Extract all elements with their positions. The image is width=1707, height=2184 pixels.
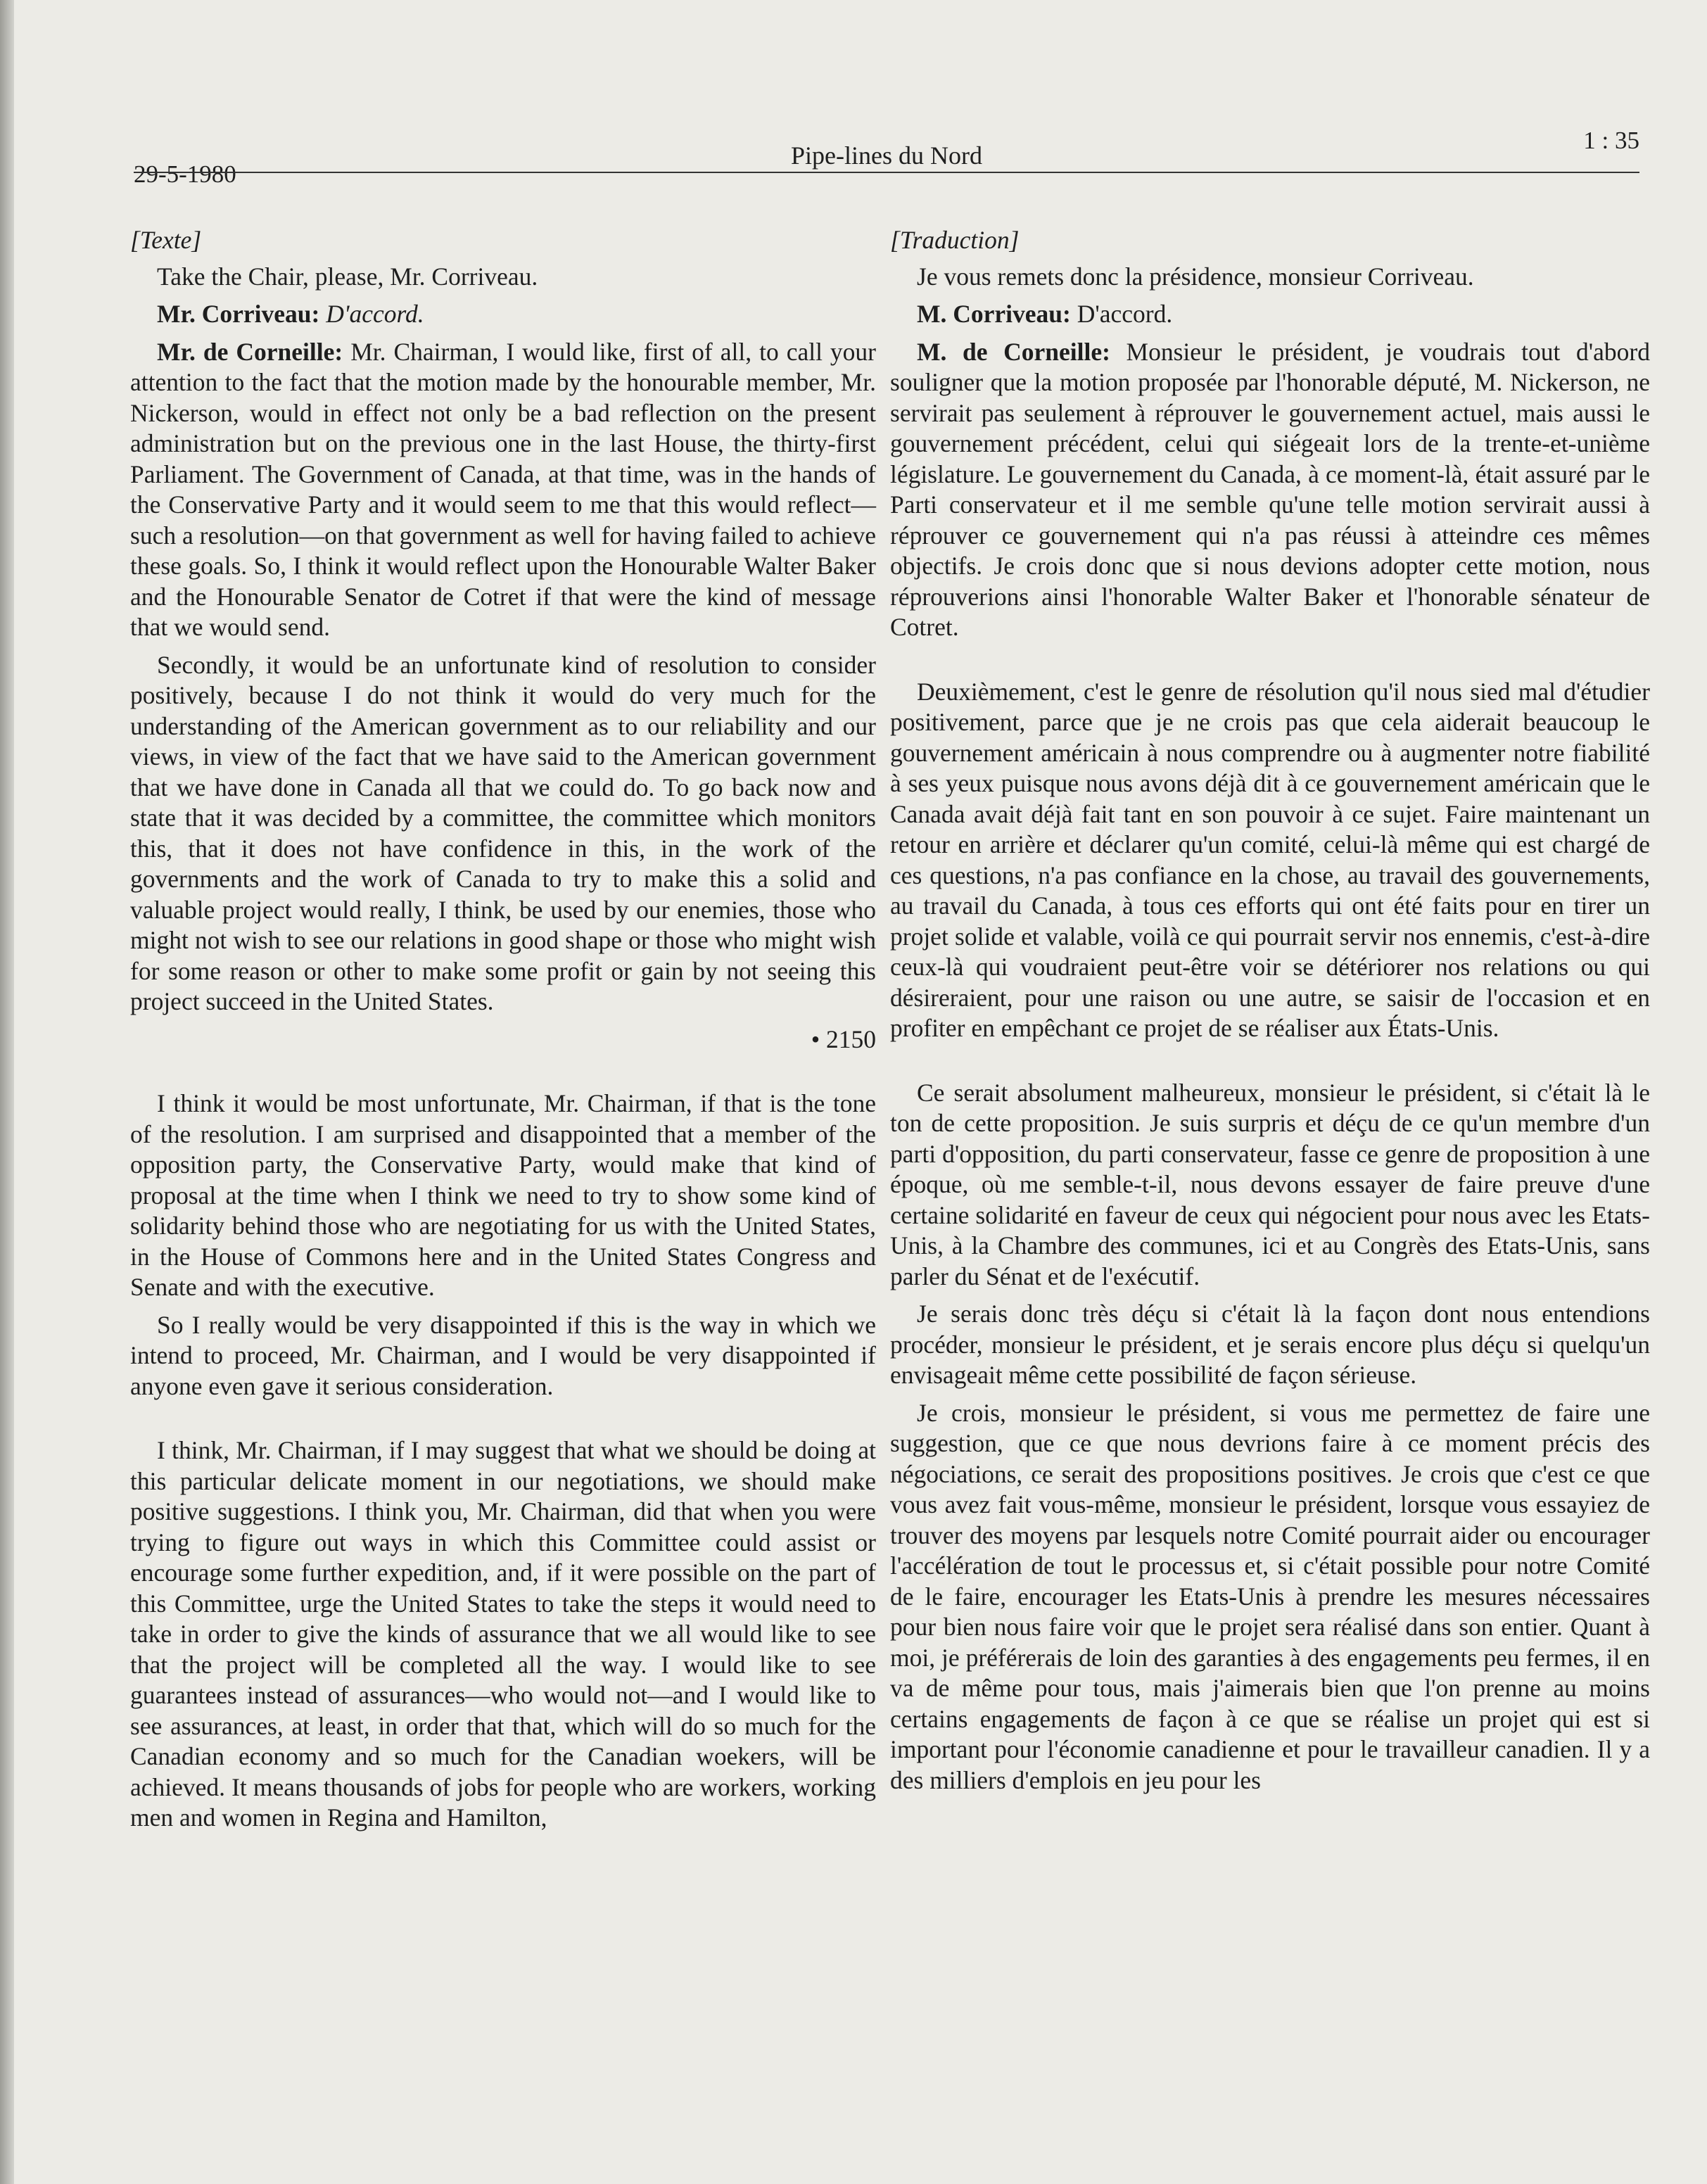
speech-text: Mr. Chairman, I would like, first of all, to call your attention to the fact that the motion made by the honourable member, Mr. Nickerson, would in effect not only be a bad reflection on the present administration but on the previous one in the last House, the thirty-first Parliament. The Government of Canada, at that time, was in the hands of the Conservative Party and it would seem to me that this would reflect—such a resolution—on that government as well for having failed to achieve these goals. So, I think it would reflect upon the Honourable Walter Baker and the Honourable Senator de Cotret if that were the kind of message that we would send. bbox=[130, 337, 877, 641]
english-column bbox=[130, 225, 876, 1834]
paragraph: Je vous remets donc la présidence, monsieur Corriveau. bbox=[917, 262, 1474, 291]
book-spine-shadow bbox=[0, 0, 14, 2184]
french-column bbox=[890, 225, 1650, 1796]
speech-text: Monsieur le président, je voudrais tout d'abord souligner que la motion proposée par l'honorable député, M. Nickerson, ne servirait pas seulement à réprouver le gouvernement actuel, mais aussi le gouvernement précédent, celui qui siégeait lors de la trente-et-unième législature. Le gouvernement du Canada, à ce moment-là, était assuré par le Parti conservateur et il me semble qu'une telle motion servirait aussi à réprouver ce gouvernement qui n'a pas réussi à atteindre ces mêmes objectifs. Je crois donc que si nous devions adopter cette motion, nous réprouverions ainsi l'honorable Walter Baker et l'honorable sénateur de Cotret. bbox=[890, 337, 1650, 641]
paragraph: I think it would be most unfortunate, Mr. Chairman, if that is the tone of the resolution. I am surprised and disappointed that a member of the opposition party, the Conservative Party, would make that kind of proposal at the time when I think we need to try to show some kind of solidarity behind those who are negotiating for us with the United States, in the House of Commons here and in the United States Congress and Senate and with the executive. bbox=[130, 1089, 876, 1301]
speaker-name: M. de Corneille: bbox=[917, 337, 1110, 366]
header-date: 29-5-1980 bbox=[134, 160, 236, 188]
paragraph: Je crois, monsieur le président, si vous me permettez de faire une suggestion, que ce que nous devrions faire à ce moment précis des négociations, ce serait des propositions positives. Je crois que c'est ce que vous avez fait vous-même, monsieur le président, lorsque vous essayiez de trouver des moyens par lesquels notre Comité pourrait aider ou encourager l'accélération de tout le processus et, si c'était possible pour notre Comité de le faire, encourager les Etats-Unis à prendre les mesures nécessaires pour bien nous faire voir que le projet sera réalisé dans son entier. Quant à moi, je préférerais de loin des garanties à des engagements peu fermes, il en va de même pour tous, mais j'aimerais bien que l'on prenne au moins certains engagements de façon à ce que se réalise un projet qui est si important pour l'économie canadienne et pour le travailleur canadien. Il y a des milliers d'emplois en jeu pour les bbox=[890, 1398, 1650, 1794]
running-header bbox=[134, 127, 1639, 188]
speaker-name: Mr. de Corneille: bbox=[157, 337, 343, 366]
paragraph: Secondly, it would be an unfortunate kind of resolution to consider positively, because I do not think it would do very much for the understanding of the American government as to our reliability and our views, in view of the fact that we have said to the American government that we have done in Canada all that we could do. To go back now and state that it was decided by a committee, the committee which monitors this, that it does not have confidence in this, in the work of the governments and the work of Canada to try to make this a solid and valuable project would really, I think, be used by our enemies, those who might not wish to see our relations in good shape or those who might wish for some reason or other to make some profit or gain by not seeing this project succeed in the United States. bbox=[130, 650, 876, 1015]
paragraph: So I really would be very disappointed if this is the way in which we intend to proceed, Mr. Chairman, and I would be very disappointed if anyone even gave it serious consideration. bbox=[130, 1310, 876, 1400]
paragraph bbox=[130, 299, 876, 330]
language-tag: [Texte] bbox=[130, 226, 202, 254]
header-title: Pipe-lines du Nord bbox=[791, 141, 982, 170]
header-rule bbox=[134, 172, 1639, 173]
document-page bbox=[14, 0, 1707, 2184]
speech-text: D'accord. bbox=[326, 300, 424, 328]
speaker-name: M. Corriveau: bbox=[917, 300, 1071, 328]
speaker-name: Mr. Corriveau: bbox=[157, 300, 320, 328]
paragraph: I think, Mr. Chairman, if I may suggest that what we should be doing at this particular delicate moment in our negotiations, we should make positive suggestions. I think you, Mr. Chairman, did that when you were trying to figure out ways in which this Committee could assist or encourage some further expedition, and, if it were possible on the part of this Committee, urge the United States to take the steps it would need to take in order to give the kinds of assurance that we all would like to see that the project will be completed all the way. I would like to see guarantees instead of assurances—who would not—and I would like to see assurances, at least, in order that that, which will do so much for the Canadian economy and so much for the Canadian woekers, will be achieved. It means thousands of jobs for people who are workers, working men and women in Regina and Hamilton, bbox=[130, 1436, 876, 1831]
paragraph: Deuxièmement, c'est le genre de résolution qu'il nous sied mal d'étudier positivement, parce que je ne crois pas que cela aiderait beaucoup le gouvernement américain à nous comprendre ou à augmenter notre fiabilité à ses yeux puisque nous avons déjà dit à ce gouvernement américain que le Canada avait déjà fait tant en son pouvoir à ce sujet. Faire maintenant un retour en arrière et déclarer qu'un comité, celui-là même qui est chargé de ces questions, n'a pas confiance en la chose, au travail des gouvernements, au travail du Canada, à tous ces efforts qui ont été faits pour en tirer un projet solide et valable, voilà ce qui pourrait servir nos ennemis, c'est-à-dire ceux-là qui voudraient peut-être voir se détériorer nos relations ou qui désireraient, pour une raison ou une autre, se saisir de l'occasion et en profiter en empêchant ce projet de se réaliser aux États-Unis. bbox=[890, 677, 1650, 1042]
paragraph: Take the Chair, please, Mr. Corriveau. bbox=[157, 262, 538, 291]
paragraph: Ce serait absolument malheureux, monsieur le président, si c'était là le ton de cette proposition. Je suis surpris et déçu de ce qu'un membre d'un parti d'opposition, du parti conservateur, fasse ce genre de proposition à une époque, où me semble-t-il, nous devons essayer de faire preuve d'une certaine solidarité en faveur de ceux qui négocient pour nous avec les Etats-Unis, à la Chambre des communes, ici et au Congrès des Etats-Unis, sans parler du Sénat et de l'exécutif. bbox=[890, 1078, 1650, 1290]
language-tag: [Traduction] bbox=[890, 226, 1020, 254]
paragraph: Je serais donc très déçu si c'était là la façon dont nous entendions procéder, monsieur le président, et je serais encore plus déçu si quelqu'un envisageait même cette possibilité de façon sérieuse. bbox=[890, 1300, 1650, 1389]
paragraph bbox=[890, 337, 1650, 643]
speech-text: D'accord. bbox=[1077, 300, 1173, 328]
paragraph bbox=[130, 337, 876, 643]
header-page-number: 1 : 35 bbox=[1583, 127, 1639, 154]
time-marker: • 2150 bbox=[811, 1024, 876, 1053]
paragraph bbox=[890, 299, 1650, 330]
